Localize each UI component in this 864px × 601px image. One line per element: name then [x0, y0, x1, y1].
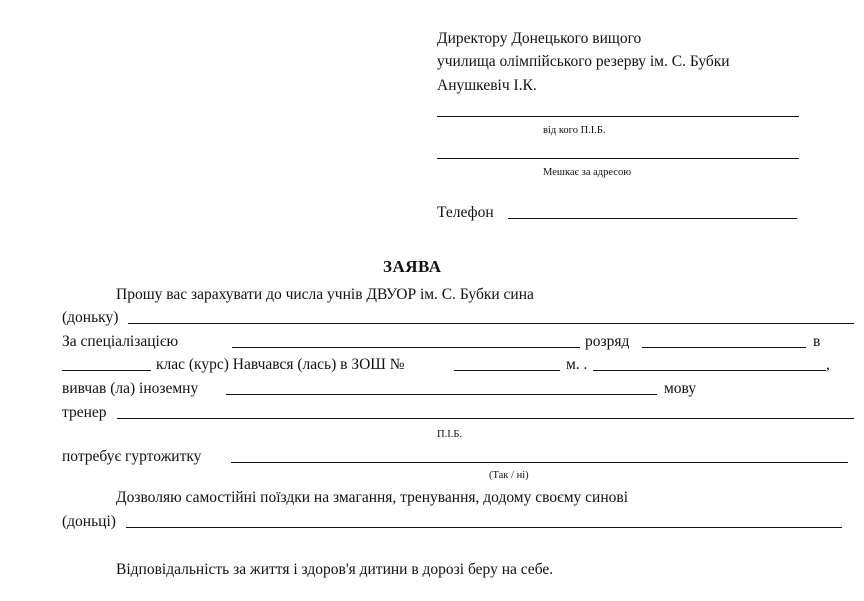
student-name-field[interactable] — [128, 323, 854, 324]
responsibility-line: Відповідальність за життя і здоров'я дитини в дорозі беру на себе. — [116, 561, 554, 578]
from-whom-field[interactable] — [437, 116, 799, 117]
address-field[interactable] — [437, 158, 799, 159]
comma: , — [826, 356, 830, 373]
phone-field[interactable] — [508, 218, 797, 219]
coach-field[interactable] — [117, 418, 854, 419]
document-title: ЗАЯВА — [383, 257, 442, 276]
phone-label: Телефон — [437, 204, 494, 221]
specialization-field[interactable] — [232, 347, 580, 348]
city-field[interactable] — [593, 370, 826, 371]
addressee-line-3: Анушкевіч І.К. — [437, 77, 537, 94]
daughter-label: (доньці) — [62, 513, 116, 530]
language-word: мову — [664, 380, 697, 397]
foreign-language-label: вивчав (ла) іноземну — [62, 380, 199, 397]
city-label: м. . — [566, 356, 588, 373]
in-word: в — [813, 333, 821, 350]
foreign-language-field[interactable] — [226, 394, 657, 395]
permission-name-field[interactable] — [126, 527, 842, 528]
from-whom-caption: від кого П.І.Б. — [543, 125, 606, 136]
class-field[interactable] — [62, 370, 151, 371]
request-line: Прошу вас зарахувати до числа учнів ДВУОР ім. С. Бубки сина — [116, 286, 534, 303]
dormitory-label: потребує гуртожитку — [62, 448, 202, 465]
class-school-text: клас (курс) Навчався (лась) в ЗОШ № — [156, 356, 405, 373]
coach-label: тренер — [62, 404, 107, 421]
addressee-line-1: Директору Донецького вищого — [437, 30, 642, 47]
yes-no-caption: (Так / ні) — [489, 470, 529, 481]
specialization-label: За спеціалізацією — [62, 333, 179, 350]
pib-caption: П.І.Б. — [437, 429, 462, 440]
son-daughter-label: (доньку) — [62, 309, 119, 326]
school-number-field[interactable] — [454, 370, 560, 371]
permission-line: Дозволяю самостійні поїздки на змагання, тренування, додому своєму синові — [116, 489, 629, 506]
rank-label: розряд — [585, 333, 630, 350]
dormitory-field[interactable] — [231, 462, 848, 463]
address-caption: Мешкає за адресою — [543, 167, 632, 178]
addressee-line-2: училища олімпійського резерву ім. С. Бубки — [437, 53, 730, 70]
rank-field[interactable] — [642, 347, 806, 348]
